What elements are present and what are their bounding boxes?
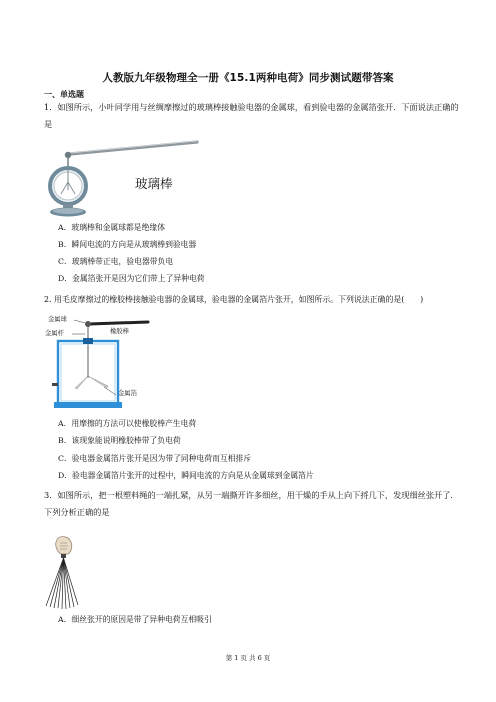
metal-rod-label: 金属杆 xyxy=(45,330,64,337)
question-1-option-b: B．瞬间电流的方向是从玻璃棒到验电器 xyxy=(58,240,197,249)
question-2-option-d: D．验电器金属箔片张开的过程中，瞬间电流的方向是从金属球到金属箔片 xyxy=(58,471,314,480)
metal-ball-label: 金属球 xyxy=(48,316,67,323)
page-footer: 第 1 页 共 6 页 xyxy=(225,654,271,662)
question-3-option-a: A．细丝张开的原因是带了异种电荷互相吸引 xyxy=(58,615,212,624)
question-2-option-c: C．验电器金属箔片张开是因为带了同种电荷而互相排斥 xyxy=(58,454,252,463)
question-2-figure xyxy=(44,312,164,410)
section-heading: 一、单选题 xyxy=(44,90,84,99)
glass-rod-label: 玻璃棒 xyxy=(135,176,173,191)
question-1-option-d: D．金属箔张开是因为它们带上了异种电荷 xyxy=(58,274,205,283)
electroscope-rubber-rod-illustration xyxy=(44,312,164,410)
question-2-option-a: A．用摩擦的方法可以使橡胶棒产生电荷 xyxy=(58,419,197,428)
plastic-string-hand-illustration xyxy=(44,534,80,610)
question-1-figure xyxy=(44,140,204,218)
question-3-figure xyxy=(44,534,80,610)
rubber-rod-label: 橡胶棒 xyxy=(110,328,129,335)
electroscope-glass-rod-illustration xyxy=(44,140,204,218)
question-2-option-b: B．该现象能说明橡胶棒带了负电荷 xyxy=(58,436,181,445)
question-1-option-c: C．玻璃棒带正电，验电器带负电 xyxy=(58,257,174,266)
page-title: 人教版九年级物理全一册《15.1两种电荷》同步测试题带答案 xyxy=(102,72,394,84)
question-3-stem: 3．如图所示，把一根塑料绳的一端扎紧，从另一端撕开许多细丝，用干燥的手从上向下捋几下，发现细丝张开了．下列分析正确的是 xyxy=(44,490,459,517)
question-1-option-a: A．玻璃棒和金属球都是绝缘体 xyxy=(58,223,165,232)
question-1-stem: 1．如图所示，小叶同学用与丝绸摩擦过的玻璃棒接触验电器的金属球，看到验电器的金属箔张开．下面说法正确的是 xyxy=(44,102,459,129)
question-2-stem: 2. 用毛皮摩擦过的橡胶棒接触验电器的金属球，验电器的金属箔片张开，如图所示。下列说法正确的是( ) xyxy=(44,295,424,304)
metal-foil-label: 金属箔 xyxy=(118,390,137,397)
